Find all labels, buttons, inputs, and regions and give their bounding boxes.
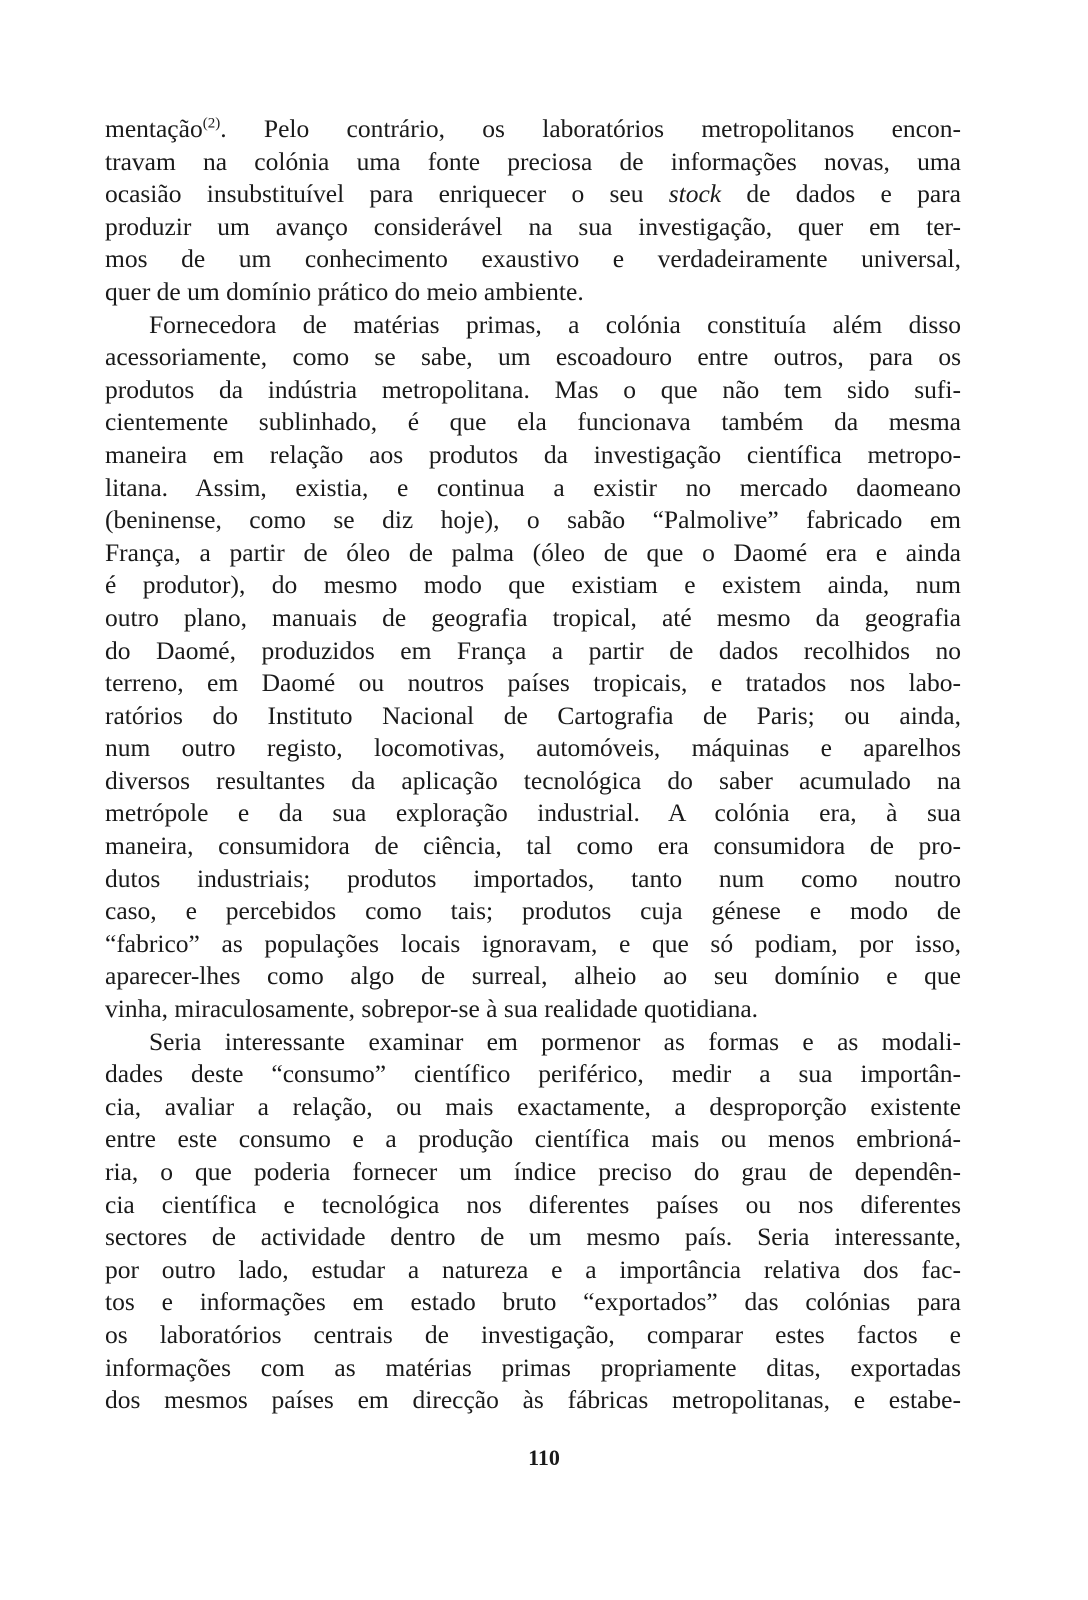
text-line: ratórios do Instituto Nacional de Cartografia de Paris; ou ainda, xyxy=(105,700,961,730)
text-line: informações com as matérias primas propriamente ditas, exportadas xyxy=(105,1352,961,1382)
text-line: quer de um domínio prático do meio ambiente. xyxy=(105,276,584,306)
text-line: Fornecedora de matérias primas, a colónia constituía além disso xyxy=(149,309,961,339)
paragraph xyxy=(105,1026,961,1417)
text-line: terreno, em Daomé ou noutros países tropicais, e tratados nos labo- xyxy=(105,668,961,698)
text-line: produtos da indústria metropolitana. Mas o que não tem sido sufi- xyxy=(105,374,961,404)
text-line: do Daomé, produzidos em França a partir de dados recolhidos no xyxy=(105,635,961,665)
text-line: entre este consumo e a produção científica mais ou menos embrioná- xyxy=(105,1124,961,1154)
text-line: por outro lado, estudar a natureza e a importância relativa dos fac- xyxy=(105,1254,961,1284)
emphasis-text: stock xyxy=(668,179,722,209)
text-line: mentação$^{(2)}$. Pelo contrário, os laboratórios metropolitanos encon- xyxy=(105,114,961,143)
text-line: mos de um conhecimento exaustivo e verdadeiramente universal, xyxy=(105,244,961,274)
text-line: num outro registo, locomotivas, automóveis, máquinas e aparelhos xyxy=(105,733,961,763)
text-line: França, a partir de óleo de palma (óleo de que o Daomé era e ainda xyxy=(105,537,961,567)
text-line: tos e informações em estado bruto “exportados” das colónias para xyxy=(105,1287,961,1317)
text-line: acessoriamente, como se sabe, um escoadouro entre outros, para os xyxy=(105,342,961,372)
text-line: aparecer-lhes como algo de surreal, alheio ao seu domínio e que xyxy=(105,961,961,991)
text-line: maneira, consumidora de ciência, tal como era consumidora de pro- xyxy=(105,831,961,861)
text-line: Seria interessante examinar em pormenor as formas e as modali- xyxy=(149,1026,961,1056)
text-line: litana. Assim, existia, e continua a existir no mercado daomeano xyxy=(105,472,961,502)
text-line: caso, e percebidos como tais; produtos cuja génese e modo de xyxy=(105,896,961,926)
text-line: dos mesmos países em direcção às fábricas metropolitanas, e estabe- xyxy=(105,1385,961,1415)
text-line: ria, o que poderia fornecer um índice preciso do grau de dependên- xyxy=(105,1157,961,1186)
text-line: diversos resultantes da aplicação tecnológica do saber acumulado na xyxy=(105,765,961,795)
text-line: cia, avaliar a relação, ou mais exactamente, a desproporção existente xyxy=(105,1091,961,1121)
text-line: produzir um avanço considerável na sua investigação, quer em ter- xyxy=(105,211,961,241)
text-line: os laboratórios centrais de investigação, comparar estes factos e xyxy=(105,1319,961,1349)
text-line: cientemente sublinhado, é que ela funcionava também da mesma xyxy=(105,407,961,437)
text-line: é produtor), do mesmo modo que existiam e existem ainda, num xyxy=(105,570,961,600)
text-line: dutos industriais; produtos importados, tanto num como noutro xyxy=(105,863,961,893)
paragraph xyxy=(105,113,961,309)
text-line: cia científica e tecnológica nos diferentes países ou nos diferentes xyxy=(105,1189,961,1219)
text-line: sectores de actividade dentro de um mesmo país. Seria interessante, xyxy=(105,1222,961,1252)
text-line: metrópole e da sua exploração industrial. A colónia era, à sua xyxy=(105,798,961,828)
text-line: (beninense, como se diz hoje), o sabão “Palmolive” fabricado em xyxy=(105,505,961,535)
page-number: 110 xyxy=(528,1445,560,1470)
text-line: vinha, miraculosamente, sobrepor-se à sua realidade quotidiana. xyxy=(105,994,759,1024)
footnote-reference[interactable]: (2) xyxy=(202,115,221,132)
text-line: travam na colónia uma fonte preciosa de informações novas, uma xyxy=(105,146,961,176)
text-line: outro plano, manuais de geografia tropical, até mesmo da geografia xyxy=(105,602,961,632)
text-line: “fabrico” as populações locais ignoravam, e que só podiam, por isso, xyxy=(105,928,961,958)
text-line: dades deste “consumo” científico periférico, medir a sua importân- xyxy=(105,1059,961,1089)
text-line: ocasião insubstituível para enriquecer o seu stock de dados e para xyxy=(105,179,961,209)
page-body xyxy=(105,113,961,1417)
text-line: maneira em relação aos produtos da investigação científica metropo- xyxy=(105,439,961,469)
paragraph xyxy=(105,309,961,1026)
